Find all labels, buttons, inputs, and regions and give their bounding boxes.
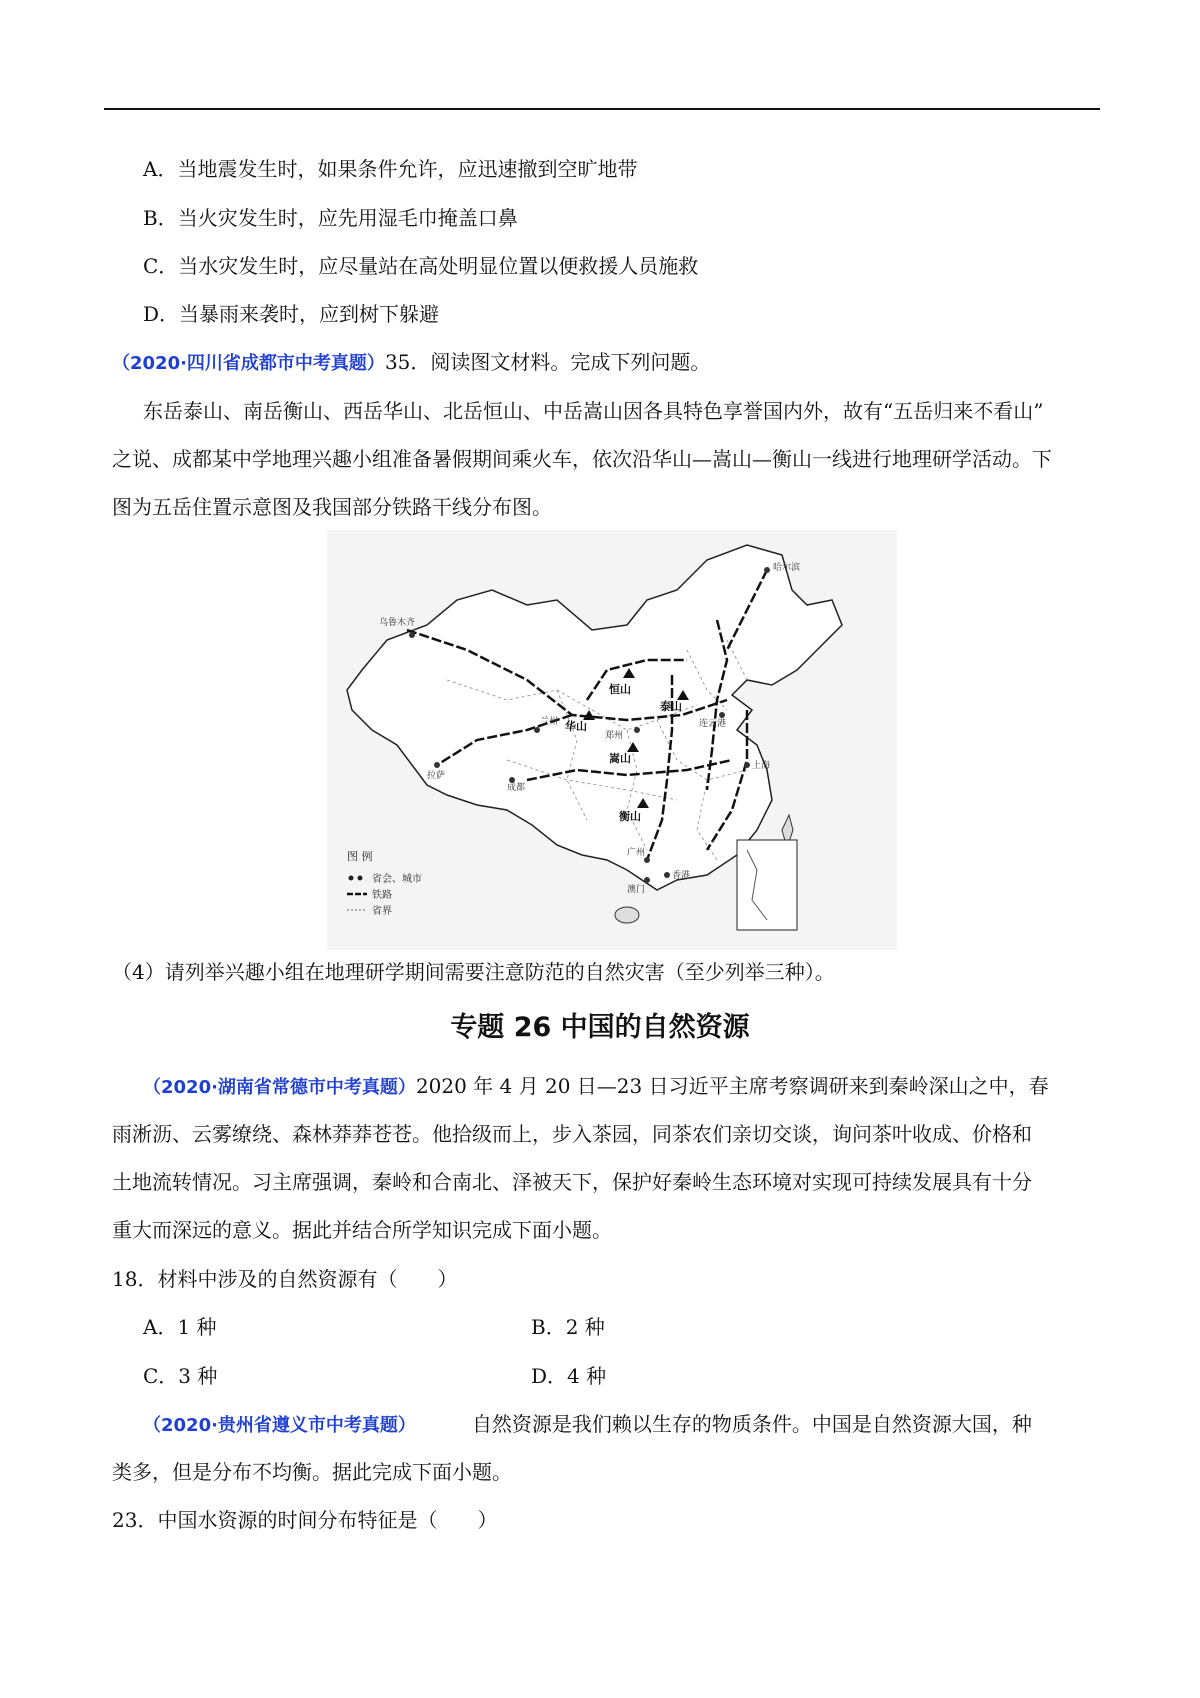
city-label: 郑州	[605, 731, 624, 741]
mountain-label: 恒山	[609, 683, 631, 696]
city-label: 兰州	[540, 717, 559, 727]
city-dot	[534, 727, 540, 733]
map-legend	[347, 849, 422, 917]
source-tag: （2020·四川省成都市中考真题）	[112, 353, 385, 374]
city-dot	[409, 632, 415, 638]
legend-title: 图 例	[347, 850, 373, 863]
option-b: B．当火灾发生时，应先用湿毛巾掩盖口鼻	[143, 206, 518, 230]
city-label: 连云港	[699, 719, 727, 729]
city-label: 哈尔滨	[773, 563, 801, 573]
material-line: 重大而深远的意义。据此并结合所学知识完成下面小题。	[112, 1218, 612, 1242]
question-23-stem: 23．中国水资源的时间分布特征是（ ）	[112, 1508, 498, 1532]
legend-item: 省会、城市	[372, 874, 422, 885]
material-line-2: 之说、成都某中学地理兴趣小组准备暑假期间乘火车，依次沿华山—嵩山—衡山一线进行地理研学活动。下	[112, 447, 1052, 471]
city-label: 香港	[672, 871, 691, 881]
material-line-1: 东岳泰山、南岳衡山、西岳华山、北岳恒山、中岳嵩山因各具特色享誉国内外，故有“五岳归来不看山”	[143, 399, 1044, 423]
option-c: C．当水灾发生时，应尽量站在高处明显位置以便救援人员施救	[143, 254, 699, 278]
q18-option-b: B．2 种	[531, 1315, 605, 1339]
city-dot	[719, 712, 725, 718]
city-label: 拉萨	[427, 771, 446, 781]
question-35	[112, 348, 710, 378]
mountain-label: 华山	[565, 720, 587, 733]
question-23-source-line	[143, 1410, 1032, 1440]
china-railway-map	[327, 530, 897, 950]
city-dot	[644, 877, 650, 883]
material-line: 2020 年 4 月 20 日—23 日习近平主席考察调研来到秦岭深山之中，春	[415, 1074, 1049, 1098]
city-dot	[434, 762, 440, 768]
sub-question-4: （4）请列举兴趣小组在地理研学期间需要注意防范的自然灾害（至少列举三种）。	[112, 960, 835, 984]
option-d: D．当暴雨来袭时，应到树下躲避	[143, 302, 440, 326]
q18-option-d: D．4 种	[531, 1364, 607, 1388]
city-label: 成都	[507, 783, 526, 793]
mountain-label: 嵩山	[609, 752, 631, 765]
question-18-source-line	[143, 1072, 1049, 1102]
question-18-stem: 18．材料中涉及的自然资源有（ ）	[112, 1267, 458, 1291]
city-label: 上海	[752, 761, 771, 771]
material-line: 类多，但是分布不均衡。据此完成下面小题。	[112, 1460, 512, 1484]
material-line: 雨淅沥、云雾缭绕、森林莽莽苍苍。他拾级而上，步入茶园，同茶农们亲切交谈，询问茶叶收成、价格和	[112, 1122, 1032, 1146]
city-dot	[764, 567, 770, 573]
city-label: 澳门	[627, 885, 646, 895]
header-rule	[104, 108, 1100, 110]
hainan-island	[615, 907, 639, 923]
material-line: 自然资源是我们赖以生存的物质条件。中国是自然资源大国，种	[471, 1412, 1032, 1436]
city-dot	[634, 727, 640, 733]
mountain-label: 衡山	[619, 810, 641, 823]
q18-option-a: A．1 种	[143, 1315, 217, 1339]
question-stem: 35．阅读图文材料。完成下列问题。	[384, 350, 711, 374]
source-tag: （2020·湖南省常德市中考真题）	[143, 1077, 416, 1098]
mountain-label: 泰山	[660, 700, 682, 713]
material-line: 土地流转情况。习主席强调，秦岭和合南北、泽被天下，保护好秦岭生态环境对实现可持续发展具有十分	[112, 1170, 1032, 1194]
city-label: 乌鲁木齐	[379, 618, 416, 628]
material-line-3: 图为五岳住置示意图及我国部分铁路干线分布图。	[112, 495, 552, 519]
south-sea-inset	[737, 840, 797, 930]
city-dot	[744, 762, 750, 768]
legend-item: 铁路	[372, 890, 392, 901]
city-dot	[664, 872, 670, 878]
q18-option-c: C．3 种	[143, 1364, 218, 1388]
source-tag: （2020·贵州省遵义市中考真题）	[143, 1415, 416, 1436]
city-label: 广州	[627, 848, 646, 858]
option-a: A．当地震发生时，如果条件允许，应迅速撤到空旷地带	[143, 157, 638, 181]
legend-item: 省界	[372, 906, 392, 917]
section-title: 专题 26 中国的自然资源	[450, 1012, 750, 1043]
